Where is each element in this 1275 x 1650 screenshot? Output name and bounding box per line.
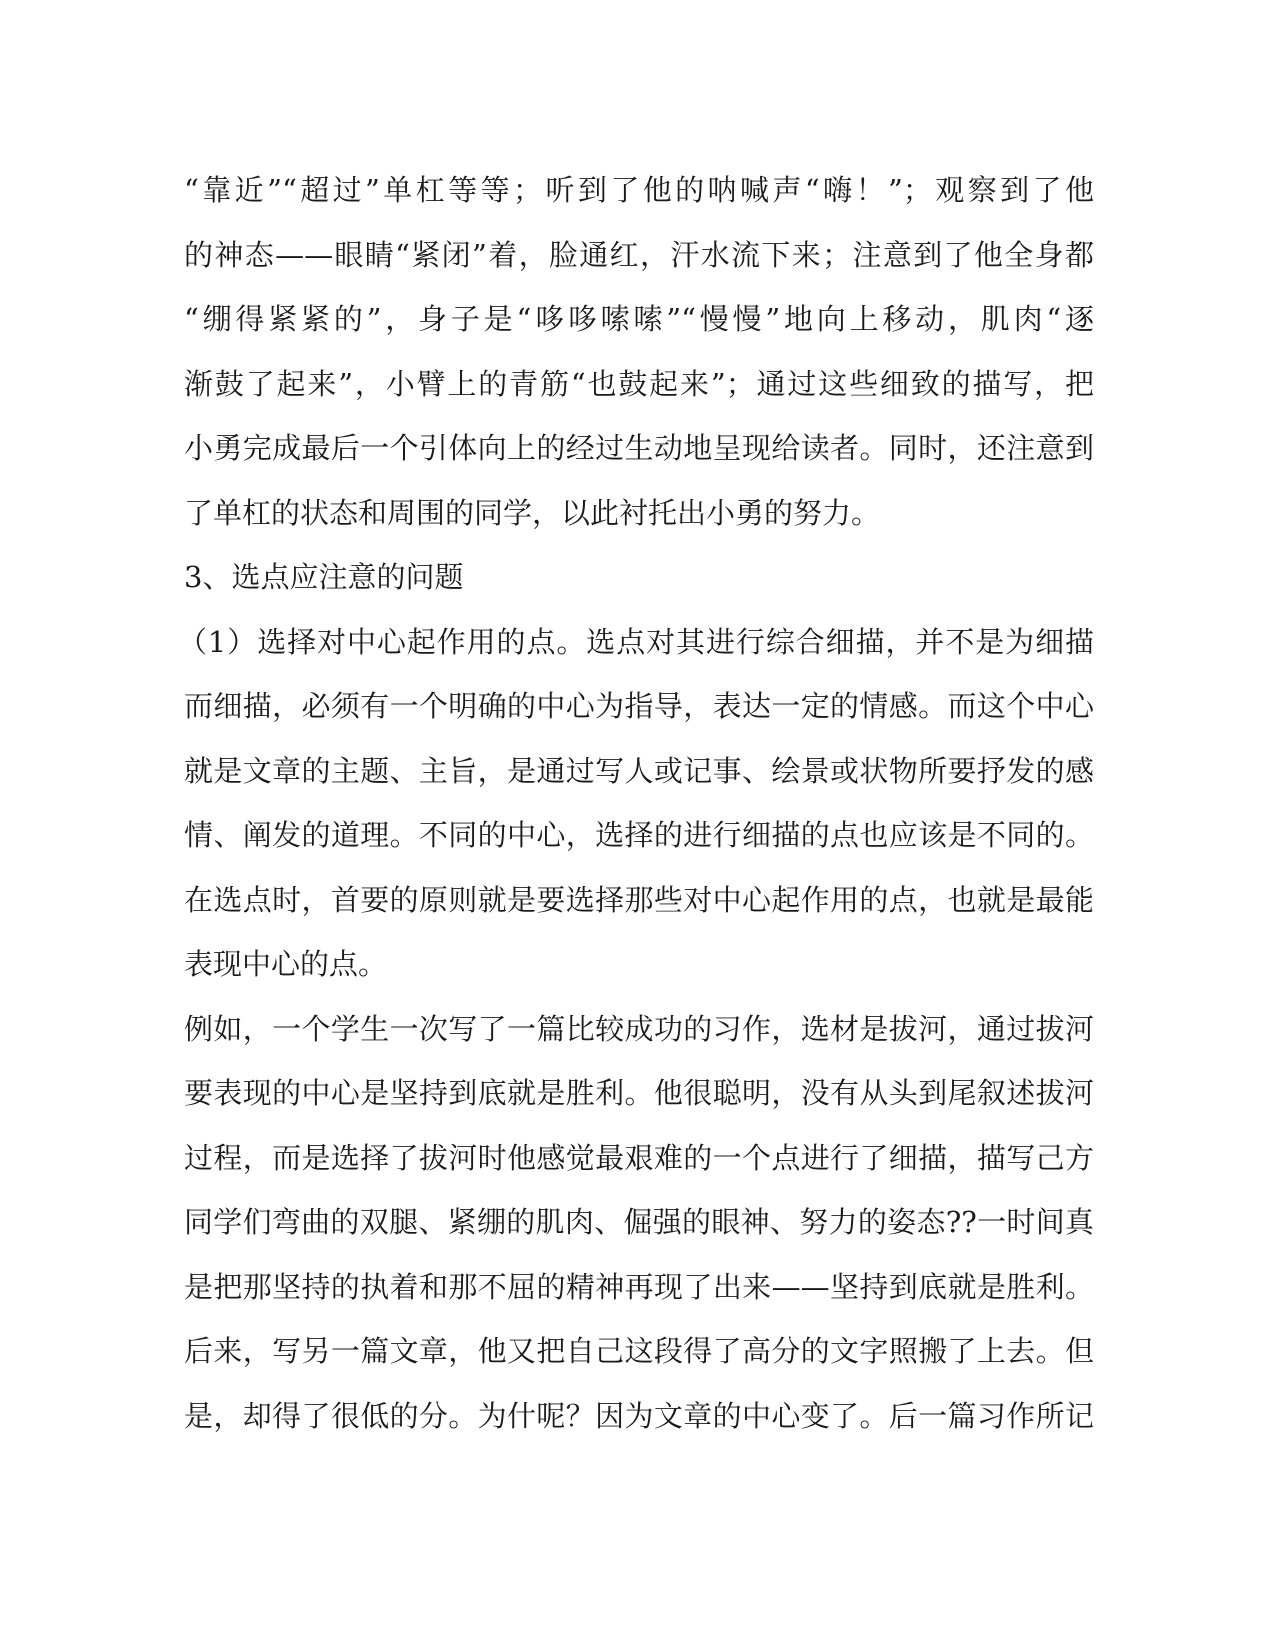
paragraph-line: 渐鼓了起来”，小臂上的青筋“也鼓起来”；通过这些细致的描写，把 [184, 366, 1094, 401]
paragraph-line: 同学们弯曲的双腿、紧绷的肌肉、倔强的眼神、努力的姿态??一时间真 [184, 1205, 1094, 1239]
paragraph-line: 例如，一个学生一次写了一篇比较成功的习作，选材是拔河，通过拔河 [184, 1011, 1094, 1046]
paragraph-line: 是把那坚持的执着和那不屈的精神再现了出来——坚持到底就是胜利。 [184, 1269, 1094, 1304]
paragraph-line: 就是文章的主题、主旨，是通过写人或记事、绘景或状物所要抒发的感 [184, 753, 1094, 788]
paragraph-line: 了单杠的状态和周围的同学，以此衬托出小勇的努力。 [184, 495, 881, 530]
paragraph-line: 后来，写另一篇文章，他又把自己这段得了高分的文字照搬了上去。但 [184, 1334, 1094, 1368]
section-heading: 3、选点应注意的问题 [184, 560, 464, 594]
paragraph-line: 小勇完成最后一个引体向上的经过生动地呈现给读者。同时，还注意到 [184, 431, 1094, 465]
paragraph-line: 的神态——眼睛“紧闭”着，脸通红，汗水流下来；注意到了他全身都 [184, 237, 1094, 272]
paragraph-line: （1）选择对中心起作用的点。选点对其进行综合细描，并不是为细描 [178, 624, 1094, 659]
paragraph-line: “绷得紧紧的”，身子是“哆哆嗦嗦”“慢慢”地向上移动，肌肉“逐 [184, 302, 1094, 336]
paragraph-line: 过程，而是选择了拔河时他感觉最艰难的一个点进行了细描，描写己方 [184, 1140, 1094, 1175]
paragraph-line: 是，却得了很低的分。为什呢？因为文章的中心变了。后一篇习作所记 [184, 1398, 1094, 1433]
paragraph-line: 情、阐发的道理。不同的中心，选择的进行细描的点也应该是不同的。 [184, 818, 1094, 852]
body-text [178, 158, 1094, 1448]
paragraph-line: “靠近”“超过”单杠等等；听到了他的呐喊声“嗨！”；观察到了他 [184, 173, 1094, 207]
paragraph-line: 而细描，必须有一个明确的中心为指导，表达一定的情感。而这个中心 [184, 689, 1094, 723]
paragraph-line: 要表现的中心是坚持到底就是胜利。他很聪明，没有从头到尾叙述拔河 [184, 1076, 1094, 1110]
paragraph-line: 在选点时，首要的原则就是要选择那些对中心起作用的点，也就是最能 [184, 882, 1094, 917]
paragraph-line: 表现中心的点。 [184, 947, 388, 981]
